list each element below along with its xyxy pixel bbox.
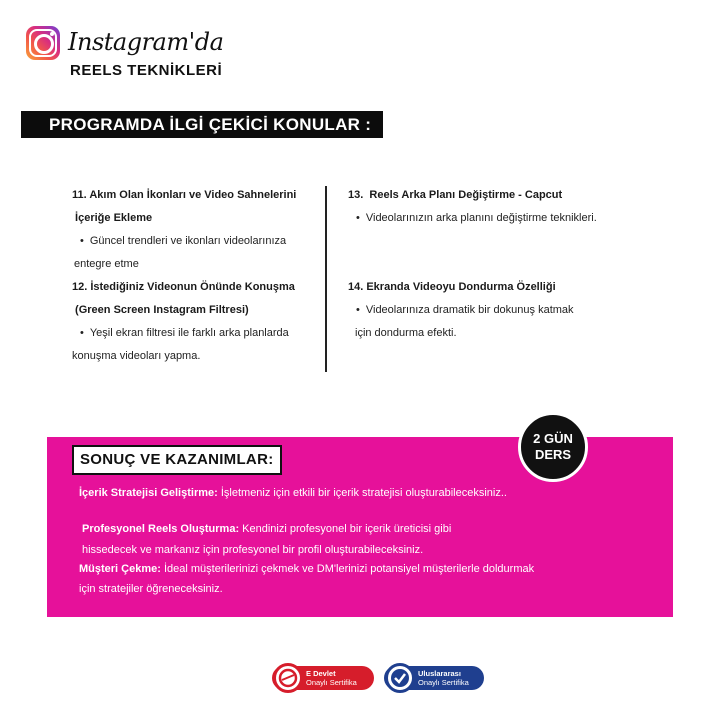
- topic-14-desc-1: [348, 299, 648, 322]
- instagram-logo-icon: [26, 26, 60, 60]
- bullet-icon: •: [80, 235, 84, 247]
- bullet-icon: •: [356, 304, 360, 316]
- result-line-5: [79, 579, 223, 599]
- topic-11-desc-2: entegre etme: [74, 258, 139, 270]
- certificate-e-devlet: [272, 666, 374, 690]
- topic-14-title: 14. Ekranda Videoyu Dondurma Özelliği: [348, 281, 556, 293]
- result-line-4-text: İdeal müşterilerinizi çekmek ve DM'lerinizi potansiyel müşterilerle doldurmak: [160, 563, 535, 575]
- topic-13-title: 13. Reels Arka Planı Değiştirme - Capcut: [348, 189, 563, 201]
- topic-12-desc-1: [72, 322, 322, 345]
- bullet-icon: •: [80, 327, 84, 339]
- result-line-3: [82, 540, 423, 560]
- topic-12-title-2: (Green Screen Instagram Filtresi): [72, 304, 249, 316]
- topics-heading-bar: [21, 111, 383, 138]
- topics-right-column: [348, 184, 648, 345]
- results-heading: SONUÇ VE KAZANIMLAR:: [80, 451, 274, 468]
- topic-14-desc-1-text: Videolarınıza dramatik bir dokunuş katmak: [365, 304, 574, 316]
- topic-11-desc-1: [72, 230, 322, 253]
- result-line-3-text: hissedecek ve markanız için profesyonel bir profil oluşturabileceksiniz.: [82, 544, 424, 556]
- page-subtitle: REELS TEKNİKLERİ: [70, 62, 223, 79]
- results-heading-box: [72, 445, 282, 475]
- topic-12-desc-1-text: Yeşil ekran filtresi ile farklı arka planlarda: [89, 327, 289, 339]
- certificate-e-devlet-line-2: Onaylı Sertifika: [306, 678, 357, 687]
- topics-heading: PROGRAMDA İLGİ ÇEKİCİ KONULAR :: [49, 115, 372, 134]
- topic-14-desc-2: için dondurma efekti.: [355, 327, 457, 339]
- topics-left-column: [72, 184, 322, 368]
- topic-13-desc-1-text: Videolarınızın arka planını değiştirme teknikleri.: [365, 212, 597, 224]
- topic-13-desc-1: [348, 207, 648, 230]
- result-line-2-bold: Profesyonel Reels Oluşturma:: [82, 523, 240, 535]
- e-devlet-seal-icon: [273, 663, 303, 693]
- result-line-4-bold: Müşteri Çekme:: [79, 563, 161, 575]
- topic-12-title-1: 12. İstediğiniz Videonun Önünde Konuşma: [72, 281, 295, 293]
- topic-11-title-2: İçeriğe Ekleme: [72, 212, 153, 224]
- topic-11-title-1: 11. Akım Olan İkonları ve Video Sahnelerini: [72, 189, 297, 201]
- check-seal-icon: [385, 663, 415, 693]
- certificate-e-devlet-line-1: E Devlet: [306, 669, 336, 678]
- result-line-2-text: Kendinizi profesyonel bir içerik üreticisi gibi: [239, 523, 452, 535]
- column-divider: [325, 186, 327, 372]
- result-line-2: [82, 519, 451, 539]
- result-line-5-text: için stratejiler öğreneceksiniz.: [79, 583, 223, 595]
- certificate-international-line-2: Onaylı Sertifika: [418, 678, 469, 687]
- brand-title: Instagram'da: [68, 28, 224, 56]
- bullet-icon: •: [356, 212, 360, 224]
- duration-badge-line-2: DERS: [534, 447, 572, 462]
- certificate-international-line-1: Uluslararası: [418, 669, 461, 678]
- result-line-1-bold: İçerik Stratejisi Geliştirme:: [79, 487, 218, 499]
- result-line-4: [79, 559, 534, 579]
- duration-badge-line-1: 2 GÜN: [533, 431, 573, 446]
- result-line-1: [79, 483, 507, 503]
- topic-11-desc-1-text: Güncel trendleri ve ikonları videolarınıza: [89, 235, 287, 247]
- topic-12-desc-2: konuşma videoları yapma.: [72, 350, 201, 362]
- certificate-international: [384, 666, 484, 690]
- result-line-1-text: İşletmeniz için etkili bir içerik stratejisi oluşturabileceksiniz..: [217, 487, 507, 499]
- duration-badge: [518, 412, 588, 482]
